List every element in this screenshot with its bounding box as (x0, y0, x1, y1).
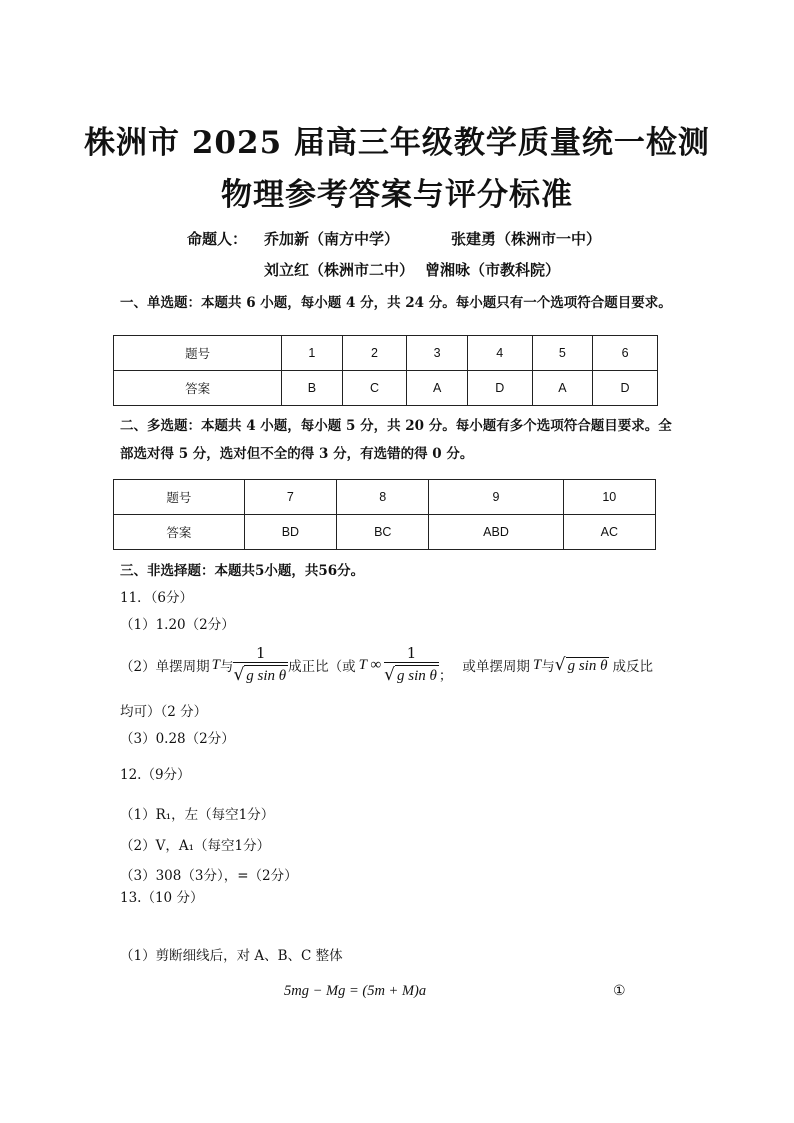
answer-cell: D (467, 371, 532, 406)
row-label-question: 题号 (114, 336, 282, 371)
section2-answer-table (113, 479, 656, 550)
fraction-1-over-sqrt (233, 644, 288, 686)
q11-part2-continued: 均可）（2 分） (120, 704, 208, 720)
answer-cell: AC (563, 515, 655, 550)
q12-part2: （2）V，A₁（每空1分） (120, 838, 271, 854)
question-number: 4 (467, 336, 532, 371)
answer-cell: ABD (429, 515, 563, 550)
q11-part2-text-a: （2）单摆周期 (120, 659, 210, 675)
q11-part2-text-c: 成正比（或 (288, 659, 356, 675)
table-row (114, 515, 656, 550)
section3-heading: 三、非选择题：本题共5小题，共56分。 (120, 563, 365, 579)
sqrt-expression: √ g sin θ (554, 655, 608, 675)
q13-header: 13.（10 分） (120, 890, 204, 906)
period-symbol: T (211, 656, 220, 673)
author-1: 乔加新（南方中学） (264, 230, 400, 248)
question-number: 3 (407, 336, 467, 371)
question-number: 2 (342, 336, 407, 371)
q12-part1: （1）R₁，左（每空1分） (120, 807, 275, 823)
radicand: g sin θ (395, 665, 439, 686)
table-row (114, 480, 656, 515)
author-3: 刘立红（株洲市二中） (264, 261, 415, 279)
equation-1-number: ① (613, 983, 626, 999)
question-number: 9 (429, 480, 563, 515)
table-row (114, 336, 658, 371)
proportional-symbol: T ∞ (358, 656, 382, 673)
answer-cell: D (593, 371, 658, 406)
question-number: 7 (244, 480, 336, 515)
question-number: 1 (282, 336, 342, 371)
answer-cell: A (532, 371, 592, 406)
radicand: g sin θ (244, 665, 288, 686)
radicand: g sin θ (567, 658, 608, 674)
q11-part1: （1）1.20（2分） (120, 617, 235, 633)
section1-answer-table (113, 335, 658, 406)
q12-part3: （3）308（3分），=（2分） (120, 868, 298, 884)
section2-heading-line1: 二、多选题：本题共 4 小题，每小题 5 分，共 20 分。每小题有多个选项符合题目要求。全 (120, 418, 672, 434)
authors-label: 命题人： (187, 230, 248, 248)
question-number: 10 (563, 480, 655, 515)
answer-cell: A (407, 371, 467, 406)
author-4: 曾湘咏（市教科院） (425, 261, 561, 279)
question-number: 6 (593, 336, 658, 371)
q11-part2-text-d: ； (438, 668, 453, 684)
section1-heading: 一、单选题：本题共 6 小题，每小题 4 分，共 24 分。每小题只有一个选项符合题目要求。 (120, 295, 672, 311)
q11-part2-text-e: 或单摆周期 (462, 659, 530, 675)
question-number: 5 (532, 336, 592, 371)
q11-part3: （3）0.28（2分） (120, 731, 235, 747)
table-row (114, 371, 658, 406)
q11-part2-text-f: 与 (541, 659, 555, 675)
fraction-1-over-sqrt (384, 644, 439, 686)
equation-1: 5mg − Mg = (5m + M)a (284, 983, 427, 999)
author-2: 张建勇（株洲市一中） (451, 230, 602, 248)
document-title-line1: 株洲市 2025 届高三年级教学质量统一检测 (84, 125, 710, 161)
row-label-answer: 答案 (114, 371, 282, 406)
period-symbol: T (532, 656, 542, 673)
row-label-answer: 答案 (114, 515, 245, 550)
answer-cell: BC (337, 515, 429, 550)
fraction-denominator: √ g sin θ (233, 662, 288, 686)
answer-cell: BD (244, 515, 336, 550)
q12-header: 12.（9分） (120, 767, 191, 783)
document-title-line2: 物理参考答案与评分标准 (221, 177, 573, 213)
fraction-numerator: 1 (406, 644, 417, 662)
section2-heading-line2: 部选对得 5 分，选对但不全的得 3 分，有选错的得 0 分。 (120, 446, 474, 462)
q13-part1: （1）剪断细线后，对 A、B、C 整体 (120, 948, 343, 964)
row-label-question: 题号 (114, 480, 245, 515)
fraction-numerator: 1 (256, 644, 266, 662)
answer-cell: B (282, 371, 342, 406)
q11-header: 11．（6分） (120, 590, 194, 606)
q11-part2-text-g: 成反比 (612, 659, 653, 675)
fraction-denominator: √ g sin θ (384, 662, 439, 686)
answer-cell: C (342, 371, 407, 406)
q11-part2-text-b: 与 (219, 659, 234, 675)
question-number: 8 (337, 480, 429, 515)
q11-part2 (120, 640, 653, 690)
